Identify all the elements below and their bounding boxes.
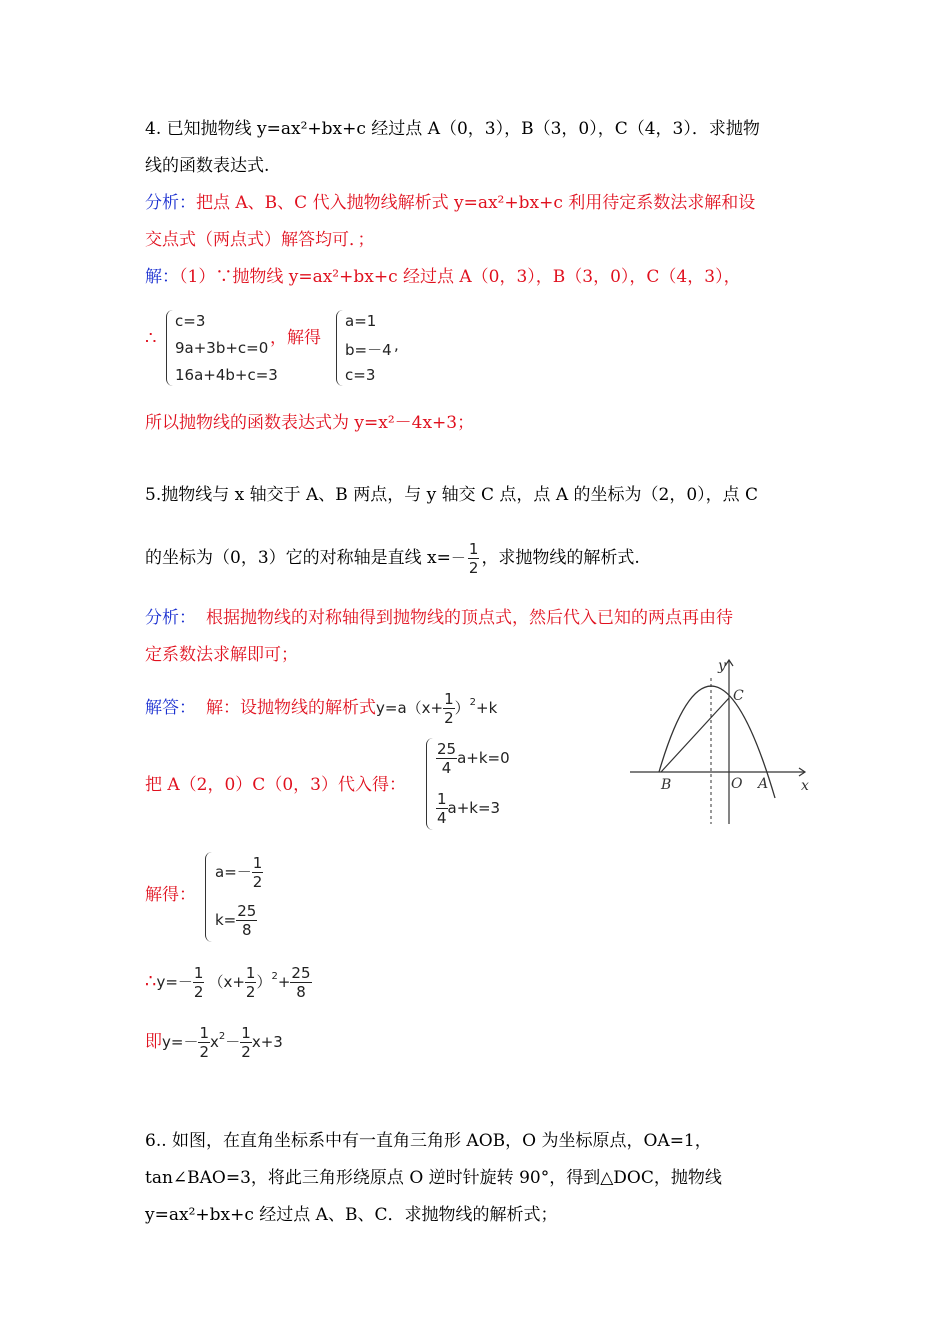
q5-system-brace [426, 738, 433, 830]
q4-system-eq1: c=3 [175, 312, 206, 330]
label-x: x [801, 778, 809, 794]
q5-minus: － [450, 549, 466, 567]
q5-final-2: 即y=－ $\frac{1}{2}$ $x^2-$ $\frac{1}{2}$ x+3 [145, 1024, 283, 1061]
q5-axis-fraction: $\frac{1}{2}$ [468, 540, 479, 577]
q6-line2: tan∠BAO=3，将此三角形绕原点 O 逆时针旋转 90°，得到△DOC，抛物线 [145, 1168, 722, 1188]
q4-result-comma: , [394, 336, 399, 354]
label-c: C [733, 688, 744, 704]
q4-conclusion: 所以抛物线的函数表达式为 y=x²－4x+3； [145, 413, 475, 433]
q5-system-eq1: $\frac{25}{4}$ a+k=0 [437, 740, 510, 777]
q4-system-brace [166, 310, 173, 386]
q4-line1: 4. 已知抛物线 y=ax²+bx+c 经过点 A（0，3），B（3，0），C（4，3）．求抛物 [145, 119, 760, 139]
q5-parabola-graph [625, 648, 815, 828]
q4-analysis-label: 分析： [145, 193, 196, 213]
q4-system-eq2: 9a+3b+c=0 [175, 339, 269, 357]
q6-line1: 6.. 如图，在直角坐标系中有一直角三角形 AOB，O 为坐标原点，OA=1， [145, 1131, 712, 1151]
q5-analysis [145, 607, 733, 629]
label-b: B [661, 777, 672, 793]
q6-line3: y=ax²+bx+c 经过点 A、B、C．求抛物线的解析式； [145, 1205, 558, 1225]
q4-solution-text: （1）∵抛物线 y=ax²+bx+c 经过点 A（0，3），B（3，0），C（4，3）， [179, 267, 741, 287]
q5-analysis-text-2: 定系数法求解即可； [145, 645, 298, 665]
q4-solution-label: 解： [145, 267, 179, 287]
q4-result-a: a=1 [345, 312, 377, 330]
q4-system-eq3: 16a+4b+c=3 [175, 366, 278, 384]
q5-solution-a: a=－ $\frac{1}{2}$ [215, 854, 263, 891]
q4-result-c: c=3 [345, 366, 376, 384]
q4-line2: 线的函数表达式. [145, 156, 270, 176]
label-o: O [731, 776, 743, 792]
q5-final-1: ∴y=－ $\frac{1}{2}$ （x+ $\frac{1}{2}$ ）$^2$+ $\frac{25}{8}$ [145, 964, 311, 1001]
q5-line2-a: 的坐标为（0，3）它的对称轴是直线 x= [145, 548, 451, 568]
q5-line2-b: ，求抛物线的解析式. [481, 548, 640, 568]
q4-analysis [145, 192, 755, 214]
q5-answer [145, 690, 497, 727]
q4-solution [145, 266, 741, 288]
q5-solution-brace [205, 852, 212, 942]
q5-solve-label: 解得： [145, 885, 196, 905]
q4-solve-text: ，解得 [270, 328, 321, 348]
q5-system-eq2: $\frac{1}{4}$ a+k=3 [437, 790, 501, 827]
label-y: y [718, 658, 726, 674]
q5-analysis-label: 分析： [145, 608, 196, 628]
label-a: A [758, 776, 769, 792]
q5-form: y=a（x+ $\frac{1}{2}$ ）$^2$+k [376, 690, 498, 727]
q5-analysis-text-1: 根据抛物线的对称轴得到抛物线的顶点式，然后代入已知的两点再由待 [206, 608, 733, 628]
q5-answer-text: 解：设抛物线的解析式 [206, 698, 376, 718]
q5-line2 [145, 540, 640, 577]
q4-result-brace [336, 310, 343, 386]
q4-analysis-text-2: 交点式（两点式）解答均可．； [145, 230, 375, 250]
q5-solution-k: k= $\frac{25}{8}$ [215, 902, 257, 939]
q5-line1: 5.抛物线与 x 轴交于 A、B 两点，与 y 轴交 C 点，点 A 的坐标为（2，0），点 C [145, 485, 759, 505]
q4-analysis-text-1: 把点 A、B、C 代入抛物线解析式 y=ax²+bx+c 利用待定系数法求解和设 [196, 193, 756, 213]
q4-therefore: ∴ [145, 328, 157, 349]
q5-substitute-text: 把 A（2，0）C（0，3）代入得： [145, 775, 406, 795]
q5-answer-label: 解答： [145, 698, 196, 718]
q4-result-b: b=－4 [345, 341, 392, 359]
